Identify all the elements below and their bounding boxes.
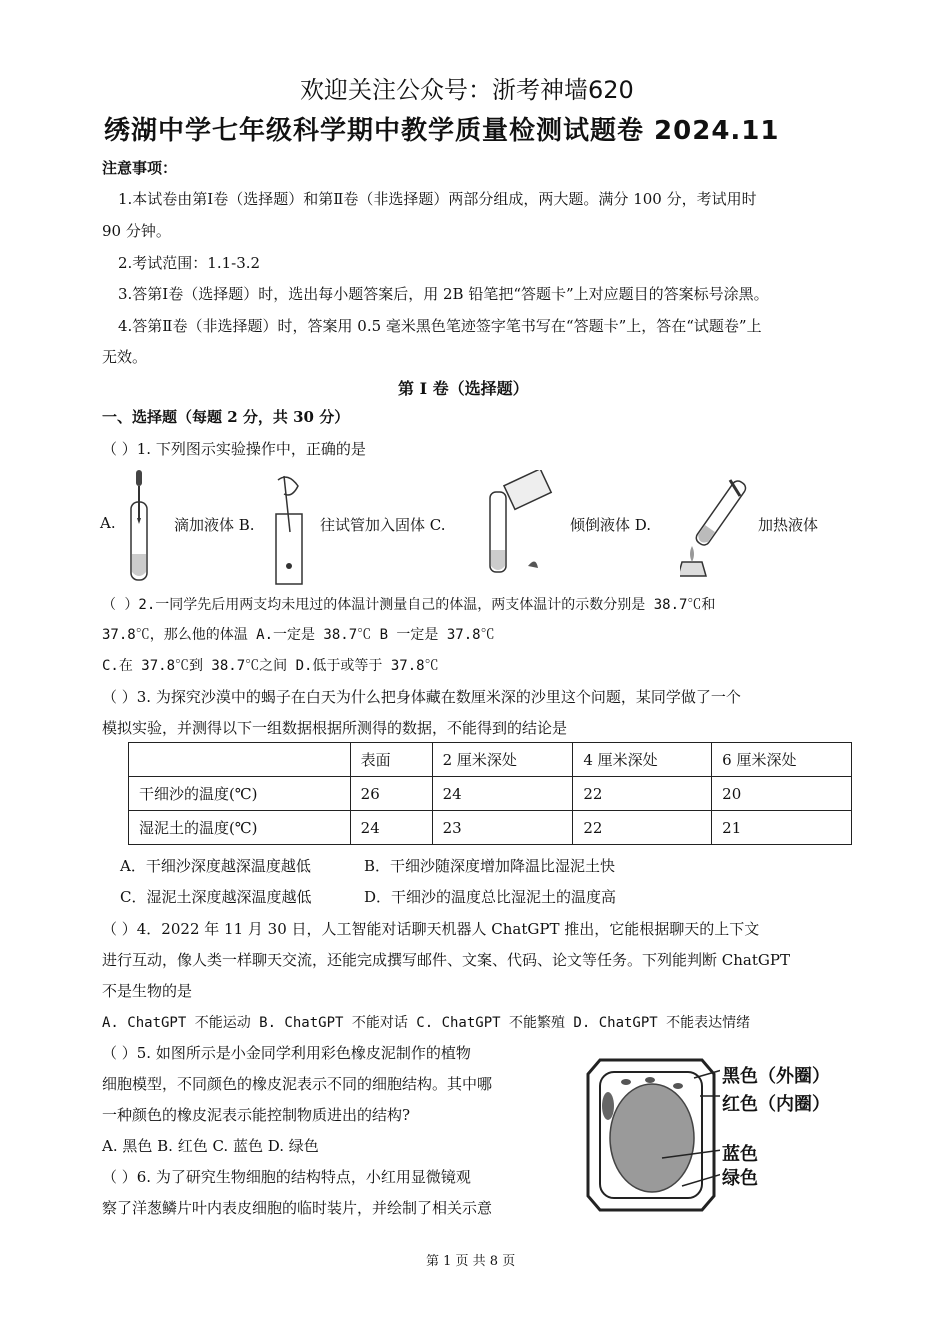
promo-line: 欢迎关注公众号：浙考神墙620 bbox=[300, 76, 634, 104]
dropper-test-tube-figure bbox=[118, 462, 158, 584]
q3-option-a: A．干细沙深度越深温度越低 bbox=[120, 857, 311, 875]
q2-line1: （ ）2.一同学先后用两支均未甩过的体温计测量自己的体温，两支体温计的示数分别是 38.7℃和 bbox=[102, 597, 716, 613]
label-black-outer: 黑色（外圈） bbox=[722, 1066, 830, 1087]
add-solid-figure bbox=[270, 472, 310, 587]
label-green: 绿色 bbox=[722, 1168, 758, 1189]
pour-liquid-figure bbox=[480, 470, 560, 578]
note-1-line1: 1.本试卷由第Ⅰ卷（选择题）和第Ⅱ卷（非选择题）两部分组成，两大题。满分 100 分，考试用时 bbox=[118, 190, 757, 208]
q5-line2: 细胞模型，不同颜色的橡皮泥表示不同的细胞结构。其中哪 bbox=[102, 1075, 493, 1093]
note-2: 2.考试范围：1.1-3.2 bbox=[118, 254, 261, 272]
table-cell: 26 bbox=[350, 777, 432, 811]
q5-line3: 一种颜色的橡皮泥表示能控制物质进出的结构? bbox=[102, 1106, 411, 1124]
note-1-line2: 90 分钟。 bbox=[102, 222, 171, 240]
table-header-cell: 4 厘米深处 bbox=[573, 743, 712, 777]
note-3: 3.答第Ⅰ卷（选择题）时，选出每小题答案后，用 2B 铅笔把“答题卡”上对应题目的答案标号涂黑。 bbox=[118, 285, 769, 303]
q3-data-table bbox=[128, 742, 852, 845]
q1-b-text: 往试管加入固体 C. bbox=[320, 516, 446, 534]
table-cell: 23 bbox=[432, 811, 573, 845]
q1-a-label: A. bbox=[100, 514, 116, 532]
q3-line2: 模拟实验，并测得以下一组数据根据所测得的数据，不能得到的结论是 bbox=[102, 719, 568, 737]
table-header-cell: 2 厘米深处 bbox=[432, 743, 573, 777]
plant-cell-model-figure bbox=[582, 1046, 720, 1216]
table-cell: 干细沙的温度(℃) bbox=[129, 777, 351, 811]
table-cell: 24 bbox=[432, 777, 573, 811]
q1-stem: （ ）1. 下列图示实验操作中，正确的是 bbox=[102, 440, 366, 458]
table-cell: 21 bbox=[712, 811, 852, 845]
q2-line3: C.在 37.8℃到 38.7℃之间 D.低于或等于 37.8℃ bbox=[102, 658, 439, 674]
table-header-cell bbox=[129, 743, 351, 777]
q4-options: A. ChatGPT 不能运动 B. ChatGPT 不能对话 C. ChatGPT 不能繁殖 D. ChatGPT 不能表达情绪 bbox=[102, 1015, 751, 1031]
q5-options: A. 黑色 B. 红色 C. 蓝色 D. 绿色 bbox=[102, 1137, 319, 1155]
volume-title: 第 I 卷（选择题） bbox=[398, 379, 529, 398]
page-footer: 第 1 页 共 8 页 bbox=[426, 1254, 516, 1269]
part-title: 一、选择题（每题 2 分，共 30 分） bbox=[102, 408, 350, 426]
q1-c-text: 倾倒液体 D. bbox=[570, 516, 652, 534]
table-cell: 24 bbox=[350, 811, 432, 845]
q1-d-text: 加热液体 bbox=[758, 516, 819, 534]
label-blue: 蓝色 bbox=[722, 1144, 758, 1165]
table-cell: 22 bbox=[573, 777, 712, 811]
table-header-row bbox=[129, 743, 852, 777]
note-4-line2: 无效。 bbox=[102, 348, 148, 366]
q3-option-c: C．湿泥土深度越深温度越低 bbox=[120, 888, 312, 906]
q3-option-d: D．干细沙的温度总比湿泥土的温度高 bbox=[364, 888, 617, 906]
heat-liquid-figure bbox=[680, 476, 752, 584]
q1-a-text: 滴加液体 B. bbox=[174, 516, 255, 534]
q4-line1: （ ）4．2022 年 11 月 30 日，人工智能对话聊天机器人 ChatGPT 推出，它能根据聊天的上下文 bbox=[102, 920, 760, 938]
table-cell: 20 bbox=[712, 777, 852, 811]
table-cell: 湿泥土的温度(℃) bbox=[129, 811, 351, 845]
q5-line1: （ ）5. 如图所示是小金同学利用彩色橡皮泥制作的植物 bbox=[102, 1044, 471, 1062]
q4-line2: 进行互动，像人类一样聊天交流，还能完成撰写邮件、文案、代码、论文等任务。下列能判断 ChatGPT bbox=[102, 951, 790, 969]
q2-line2: 37.8℃，那么他的体温 A.一定是 38.7℃ B 一定是 37.8℃ bbox=[102, 627, 495, 643]
q3-line1: （ ）3. 为探究沙漠中的蝎子在白天为什么把身体藏在数厘米深的沙里这个问题，某同学做了一个 bbox=[102, 688, 741, 706]
notes-heading: 注意事项： bbox=[102, 159, 178, 177]
table-row bbox=[129, 811, 852, 845]
label-red-inner: 红色（内圈） bbox=[722, 1094, 830, 1115]
table-cell: 22 bbox=[573, 811, 712, 845]
q3-option-b: B．干细沙随深度增加降温比湿泥土快 bbox=[364, 857, 616, 875]
page-title: 绣湖中学七年级科学期中教学质量检测试题卷 2024.11 bbox=[104, 116, 780, 146]
table-header-cell: 表面 bbox=[350, 743, 432, 777]
note-4-line1: 4.答第Ⅱ卷（非选择题）时，答案用 0.5 毫米黑色笔迹签字笔书写在“答题卡”上，答在“试题卷”上 bbox=[118, 317, 762, 335]
q4-line3: 不是生物的是 bbox=[102, 982, 193, 1000]
q6-line2: 察了洋葱鳞片叶内表皮细胞的临时装片，并绘制了相关示意 bbox=[102, 1199, 493, 1217]
table-row bbox=[129, 777, 852, 811]
table-header-cell: 6 厘米深处 bbox=[712, 743, 852, 777]
q6-line1: （ ）6. 为了研究生物细胞的结构特点，小红用显微镜观 bbox=[102, 1168, 471, 1186]
